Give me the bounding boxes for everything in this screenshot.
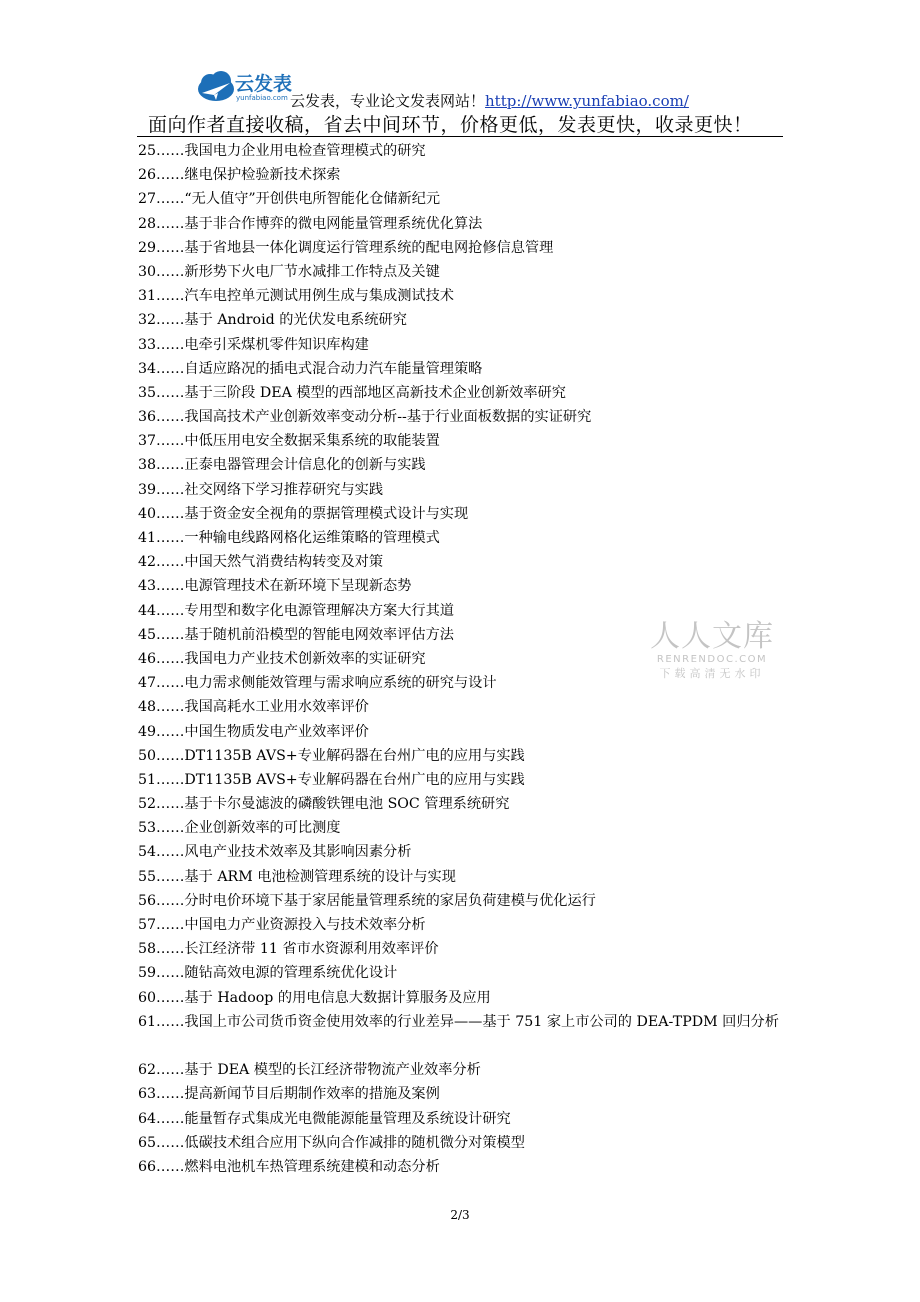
list-item: 65……低碳技术组合应用下纵向合作减排的随机微分对策模型 [138, 1134, 525, 1151]
yunfabiao-logo[interactable] [196, 69, 292, 105]
tagline-text: 云发表，专业论文发表网站！ [290, 92, 486, 110]
list-item: 34……自适应路况的插电式混合动力汽车能量管理策略 [138, 360, 483, 377]
list-item: 38……正泰电器管理会计信息化的创新与实践 [138, 457, 426, 474]
header-divider [137, 136, 783, 137]
list-item: 50……DT1135B AVS+专业解码器在台州广电的应用与实践 [138, 747, 525, 764]
list-item: 25……我国电力企业用电检查管理模式的研究 [138, 143, 426, 159]
list-item: 43……电源管理技术在新环境下呈现新态势 [138, 578, 412, 595]
list-item: 45……基于随机前沿模型的智能电网效率评估方法 [138, 626, 454, 643]
list-item: 39……社交网络下学习推荐研究与实践 [138, 481, 384, 498]
list-item: 49……中国生物质发电产业效率评价 [138, 723, 369, 740]
list-item: 29……基于省地县一体化调度运行管理系统的配电网抢修信息管理 [138, 239, 554, 256]
watermark-title: 人人文库 [650, 619, 774, 654]
list-item: 47……电力需求侧能效管理与需求响应系统的研究与设计 [138, 675, 497, 692]
list-item: 33……电牵引采煤机零件知识库构建 [138, 336, 369, 353]
watermark-slogan: 下载高清无水印 [659, 667, 765, 680]
site-tagline [290, 90, 689, 111]
watermark-domain: RENRENDOC.COM [656, 654, 768, 665]
list-item: 48……我国高耗水工业用水效率评价 [138, 699, 369, 716]
list-item: 32……基于 Android 的光伏发电系统研究 [138, 312, 407, 329]
list-item: 62……基于 DEA 模型的长江经济带物流产业效率分析 [138, 1062, 481, 1079]
page-header [0, 0, 920, 140]
renrendoc-watermark [647, 620, 777, 682]
list-item: 37……中低压用电安全数据采集系统的取能装置 [138, 433, 440, 450]
site-slogan: 面向作者直接收稿，省去中间环节，价格更低，发表更快，收录更快！ [148, 114, 753, 136]
list-item: 58……长江经济带 11 省市水资源利用效率评价 [138, 941, 439, 958]
list-item: 42……中国天然气消费结构转变及对策 [138, 554, 384, 571]
list-item: 27……“无人值守”开创供电所智能化仓储新纪元 [138, 191, 441, 208]
logo-text: 云发表 [235, 73, 293, 95]
list-item: 55……基于 ARM 电池检测管理系统的设计与实现 [138, 868, 456, 885]
page-number: 2/3 [450, 1208, 470, 1222]
list-item: 46……我国电力产业技术创新效率的实证研究 [138, 650, 426, 667]
list-item: 26……继电保护检验新技术探索 [138, 167, 341, 184]
list-item: 41……一种输电线路网格化运维策略的管理模式 [138, 530, 440, 546]
list-item: 54……风电产业技术效率及其影响因素分析 [138, 844, 412, 861]
list-item: 52……基于卡尔曼滤波的磷酸铁锂电池 SOC 管理系统研究 [138, 796, 510, 813]
cloud-plane-icon [196, 69, 236, 105]
list-item: 66……燃料电池机车热管理系统建模和动态分析 [138, 1158, 440, 1175]
site-link[interactable]: http://www.yunfabiao.com/ [485, 92, 689, 110]
list-item: 35……基于三阶段 DEA 模型的西部地区高新技术企业创新效率研究 [138, 384, 566, 401]
list-item: 31……汽车电控单元测试用例生成与集成测试技术 [138, 288, 454, 305]
list-item: 28……基于非合作博弈的微电网能量管理系统优化算法 [138, 215, 483, 232]
list-item: 63……提高新闻节目后期制作效率的措施及案例 [138, 1086, 440, 1103]
list-item: 53……企业创新效率的可比测度 [138, 820, 341, 837]
list-item: 40……基于资金安全视角的票据管理模式设计与实现 [138, 505, 469, 522]
list-item: 60……基于 Hadoop 的用电信息大数据计算服务及应用 [138, 989, 491, 1006]
list-item: 56……分时电价环境下基于家居能量管理系统的家居负荷建模与优化运行 [138, 892, 596, 909]
list-item: 36……我国高技术产业创新效率变动分析--基于行业面板数据的实证研究 [138, 409, 592, 426]
list-item: 30……新形势下火电厂节水减排工作特点及关键 [138, 263, 440, 280]
list-item: 59……随钻高效电源的管理系统优化设计 [138, 965, 398, 982]
list-item: 57……中国电力产业资源投入与技术效率分析 [138, 917, 426, 933]
list-item: 51……DT1135B AVS+专业解码器在台州广电的应用与实践 [138, 771, 525, 788]
list-item: 64……能量暂存式集成光电微能源能量管理及系统设计研究 [138, 1110, 511, 1127]
list-item: 44……专用型和数字化电源管理解决方案大行其道 [138, 602, 454, 619]
list-item: 61……我国上市公司货币资金使用效率的行业差异——基于 751 家上市公司的 DEA-TPDM 回归分析 [138, 1013, 779, 1030]
logo-domain: yunfabiao.com [236, 94, 288, 102]
